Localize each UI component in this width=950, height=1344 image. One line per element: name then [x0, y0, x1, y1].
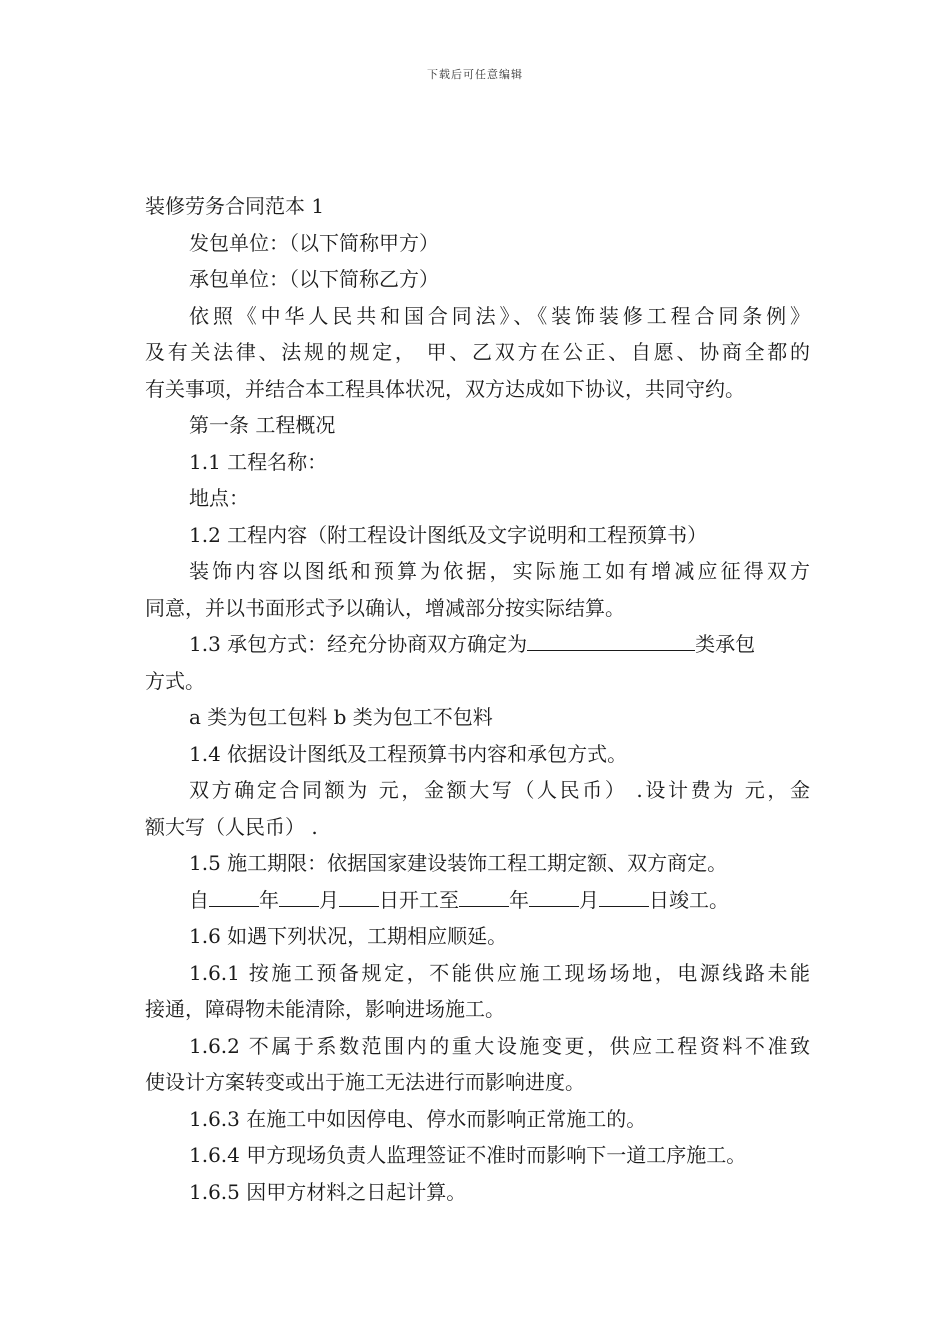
start-year-label: 年	[259, 887, 279, 912]
contractor-line: 承包单位：（以下简称乙方）	[189, 267, 439, 291]
end-year-label: 年	[509, 887, 529, 912]
start-month-label: 月	[319, 887, 339, 912]
intro-line-2: 及有关法律、法规的规定， 甲、乙双方在公正、自愿、协商全都的	[145, 340, 810, 364]
section-1-6-4: 1.6.4 甲方现场负责人监理签证不准时而影响下一道工序施工。	[189, 1143, 747, 1167]
date-range-line	[145, 882, 810, 919]
section-1-5: 1.5 施工期限：依据国家建设装饰工程工期定额、双方商定。	[189, 851, 728, 875]
location-line: 地点：	[189, 486, 249, 510]
section-1-6-5: 1.6.5 因甲方材料之日起计算。	[189, 1179, 467, 1204]
end-year-blank[interactable]	[459, 884, 509, 907]
amount-line-2: 额大写（人民币） .	[145, 814, 318, 839]
end-month-blank[interactable]	[529, 884, 579, 907]
section-1-4: 1.4 依据设计图纸及工程预算书内容和承包方式。	[189, 741, 628, 766]
document-title: 装修劳务合同范本 1	[145, 194, 325, 218]
section-1-3-continuation: 方式。	[145, 668, 205, 693]
section-1-6-3: 1.6.3 在施工中如因停电、停水而影响正常施工的。	[189, 1106, 647, 1131]
intro-line-3: 有关事项，并结合本工程具体状况，双方达成如下协议，共同守约。	[145, 376, 745, 401]
end-day-label: 日竣工。	[649, 887, 729, 912]
type-ab-line: a 类为包工包料 b 类为包工不包料	[189, 705, 493, 729]
end-day-blank[interactable]	[599, 884, 649, 907]
date-from-label: 自	[189, 887, 209, 912]
end-month-label: 月	[579, 887, 599, 912]
employer-line: 发包单位：（以下简称甲方）	[189, 230, 439, 255]
contract-type-blank[interactable]	[527, 628, 695, 651]
section-1-6: 1.6 如遇下列状况，工期相应顺延。	[189, 924, 508, 948]
start-day-label: 日开工至	[379, 887, 459, 912]
page-header-note: 下载后可任意编辑	[427, 68, 523, 81]
intro-line-1: 依照《中华人民共和国合同法》、《装饰装修工程合同条例》	[189, 303, 810, 328]
start-day-blank[interactable]	[339, 884, 379, 907]
section-1-6-1-line-1: 1.6.1 按施工预备规定，不能供应施工现场场地，电源线路未能	[189, 960, 810, 985]
article-1-heading: 第一条 工程概况	[189, 413, 336, 437]
section-1-2: 1.2 工程内容（附工程设计图纸及文字说明和工程预算书）	[189, 522, 708, 547]
section-1-6-1-line-2: 接通，障碍物未能清除，影响进场施工。	[145, 997, 505, 1021]
amount-line-1: 双方确定合同额为 元，金额大写（人民币） .设计费为 元，金	[189, 778, 810, 802]
section-1-6-2-line-2: 使设计方案转变或出于施工无法进行而影响进度。	[145, 1070, 585, 1094]
section-1-6-2-line-1: 1.6.2 不属于系数范围内的重大设施变更，供应工程资料不准致	[189, 1033, 810, 1058]
section-1-1: 1.1 工程名称：	[189, 449, 328, 474]
document-body	[145, 188, 810, 1210]
decor-line-2: 同意，并以书面形式予以确认，增减部分按实际结算。	[145, 595, 625, 620]
section-1-3-suffix: 类承包	[695, 632, 756, 656]
section-1-3	[145, 626, 810, 663]
decor-line-1: 装饰内容以图纸和预算为依据，实际施工如有增减应征得双方	[189, 559, 810, 583]
start-month-blank[interactable]	[279, 884, 319, 907]
start-year-blank[interactable]	[209, 884, 259, 907]
section-1-3-text: 1.3 承包方式：经充分协商双方确定为	[189, 632, 528, 656]
